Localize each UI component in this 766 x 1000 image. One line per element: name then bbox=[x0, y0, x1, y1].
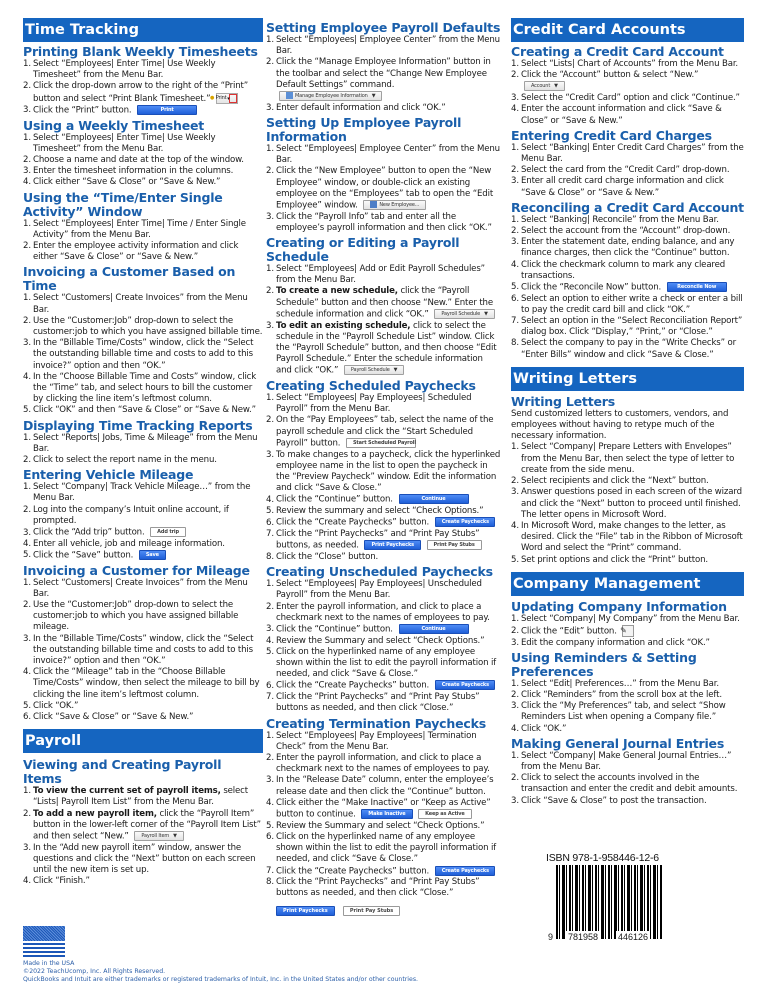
step: 3. To make changes to a paycheck, click the hyperlinked employee name in the list to open the paycheck in the “Preview Paycheck” window. Edit the information and click “Save & Close.” bbox=[266, 449, 501, 494]
step: 8. Click the “Close” button. bbox=[266, 551, 379, 562]
heading-termination-paychecks: Creating Termination Paychecks bbox=[266, 715, 486, 731]
heading-time-reports: Displaying Time Tracking Reports bbox=[23, 417, 253, 433]
chevron-down-icon: ▼ bbox=[484, 310, 488, 317]
step: 2. To add a new payroll item, click the “Payroll Item” button in the lower-left corner of the “Payroll Item List” and then select “New.” Payroll Item ▼ bbox=[23, 808, 261, 842]
print-paychecks-button[interactable]: Print Paychecks bbox=[364, 540, 420, 550]
print-buttons-row bbox=[266, 901, 501, 920]
heading-reconciling-credit-card: Reconciling a Credit Card Account bbox=[511, 199, 744, 215]
step: 4. Click “Finish.” bbox=[23, 876, 90, 887]
account-dropdown-button[interactable]: Account ▼ bbox=[524, 81, 565, 91]
new-employee-icon bbox=[370, 201, 377, 208]
isbn-label: ISBN 978-1-958446-12-6 bbox=[546, 852, 659, 864]
step: 5. Click “OK.” bbox=[23, 700, 79, 711]
printer-icon: ● bbox=[210, 94, 215, 101]
payroll-schedule-dropdown-button[interactable]: Payroll Schedule ▼ bbox=[344, 365, 404, 375]
step: 3. Select the “Credit Card” option and click “Continue.” bbox=[511, 93, 740, 104]
step: 1. Select “Employees| Pay Employees| Unscheduled Payroll” from the Menu Bar. bbox=[266, 579, 482, 601]
step: 3. Enter all credit card charge information and click “Save & Close” or “Save & New.” bbox=[511, 176, 724, 198]
step: 5. Click on the hyperlinked name of any employee shown within the list to edit the payroll information if needed, and click “Save & Close.” bbox=[266, 646, 497, 680]
create-paychecks-button[interactable]: Create Paychecks bbox=[435, 866, 495, 876]
step: 3. In the “Add new payroll item” window, answer the questions and click the “Next” button on each screen until the new item is set up. bbox=[23, 842, 256, 876]
step: 1. Select “Company| Track Vehicle Mileage…” from the Menu Bar. bbox=[23, 482, 251, 504]
steps-reminders-preferences bbox=[511, 679, 744, 735]
heading-invoicing-mileage: Invoicing a Customer for Mileage bbox=[23, 562, 250, 578]
step: 1. Select “Employees| Add or Edit Payroll Schedules” from the Menu Bar. bbox=[266, 264, 485, 286]
step: 5. Set print options and click the “Print” button. bbox=[511, 554, 708, 565]
heading-updating-company: Updating Company Information bbox=[511, 598, 727, 614]
step: 8. Select the company to pay in the “Write Checks” or “Enter Bills” window and click “Save & Close.” bbox=[511, 338, 736, 360]
heading-using-weekly-timesheet: Using a Weekly Timesheet bbox=[23, 117, 205, 133]
steps-printing-blank bbox=[23, 59, 263, 117]
step: 4. Click the “Mileage” tab in the “Choose Billable Time/Costs” window, then select the mileage to bill by clicking the line item’s leftmost column. bbox=[23, 667, 260, 700]
steps-writing-letters bbox=[511, 442, 744, 565]
step: 2. Log into the company’s Intuit online account, if prompted. bbox=[23, 504, 229, 526]
step: 3. Click the “Payroll Info” tab and enter all the employee’s payroll information and then click “OK.” bbox=[266, 211, 492, 233]
steps-creating-credit-card bbox=[511, 59, 744, 127]
section-header-writing-letters: Writing Letters bbox=[511, 367, 744, 391]
step: 1. Select “Employees| Enter Time| Use Weekly Timesheet” from the Menu Bar. bbox=[23, 59, 216, 81]
footer bbox=[23, 926, 583, 985]
steps-payroll-defaults bbox=[266, 35, 501, 114]
print-split-button[interactable]: ● Print▾ bbox=[216, 93, 238, 104]
step: 1. Select “Lists| Chart of Accounts” from the Menu Bar. bbox=[511, 59, 739, 69]
manage-employee-info-button[interactable]: Manage Employee Information ▼ bbox=[279, 91, 382, 101]
steps-using-weekly bbox=[23, 133, 263, 189]
step: 4. Enter all vehicle, job and mileage information. bbox=[23, 538, 225, 549]
step: 5. Click “OK” and then “Save & Close” or “Save & New.” bbox=[23, 405, 256, 416]
step: 1. Select “Employees| Enter Time| Use Weekly Timesheet” from the Menu Bar. bbox=[23, 132, 216, 154]
continue-button[interactable]: Continue bbox=[399, 624, 469, 634]
step: 6. Click “Save & Close” or “Save & New.” bbox=[23, 712, 194, 723]
step: 4. In the “Choose Billable Time and Costs” window, click the “Time” tab, and select hours to bill the customer by clicking the line item’s leftmost column. bbox=[23, 371, 257, 405]
step: 7. Click the “Print Paychecks” and “Print Pay Stubs” buttons as needed, and then click “Close.” bbox=[266, 692, 480, 714]
step: 1. Select “Banking| Reconcile” from the Menu Bar. bbox=[511, 214, 719, 225]
step: 3. Click the “Continue” button. Continue bbox=[266, 624, 501, 636]
step: 3. Click the “Add trip” button. Add trip bbox=[23, 527, 263, 539]
heading-unscheduled-paychecks: Creating Unscheduled Paychecks bbox=[266, 564, 493, 580]
barcode-digits-right: 446126 bbox=[618, 932, 649, 942]
step: 4. Click either “Save & Close” or “Save & New.” bbox=[23, 177, 221, 188]
chevron-down-icon: ▼ bbox=[173, 833, 177, 840]
step: 2. Click to select the accounts involved in the transaction and enter the credit and debit amounts. bbox=[511, 773, 738, 795]
step: 8. Click the “Print Paychecks” and “Print Pay Stubs” buttons as needed, and then click “Close.” bbox=[266, 877, 480, 899]
print-pay-stubs-button[interactable]: Print Pay Stubs bbox=[427, 540, 482, 550]
letters-intro: Send customized letters to customers, vendors, and employees without having to retype much of the necessary information. bbox=[511, 408, 729, 442]
make-inactive-button[interactable]: Make Inactive bbox=[361, 809, 412, 819]
step: 1. Select “Customers| Create Invoices” from the Menu Bar. bbox=[23, 577, 248, 599]
step: 3. In the “Billable Time/Costs” window, click the “Select the outstanding billable time and costs to add to this invoice?” option and then “OK.” bbox=[23, 633, 254, 667]
step: 6. Click the “Create Paychecks” button. Create Paychecks bbox=[266, 680, 501, 692]
heading-scheduled-paychecks: Creating Scheduled Paychecks bbox=[266, 378, 476, 394]
step: 2. Enter the employee activity information and click either “Save & Close” or “Save & New.” bbox=[23, 240, 239, 263]
step: 3. In the “Release Date” column, enter the employee’s release date and then click the “Continue” button. bbox=[266, 775, 494, 797]
step: 4. In Microsoft Word, make changes to the letter, as desired. Click the “File” tab in the Ribbon of Microsoft Word and select the “Print” command. bbox=[511, 520, 743, 554]
step: 1. Select “Employees| Employee Center” from the Menu Bar. bbox=[266, 35, 500, 57]
step: 7. Click the “Print Paychecks” and “Print Pay Stubs” buttons, as needed. Print Paychecks Print Pay Stubs bbox=[266, 529, 501, 552]
start-scheduled-payroll-button[interactable]: Start Scheduled Payroll bbox=[346, 438, 416, 448]
step: 2. Click the “New Employee” button to open the “New Employee” window, or double-click an existing employee on the “Employees” tab to open the “Edit Employee” window. New Employee... bbox=[266, 166, 494, 211]
step: 3. Answer questions posed in each screen of the wizard and click the “Next” button to proceed until finished. The letter opens in Microsoft Word. bbox=[511, 487, 742, 520]
edit-pencil-button[interactable] bbox=[622, 625, 634, 637]
step: 2. Click the drop-down arrow to the right of the “Print” button and select “Print Blank Timesheet.” ● Print▾ bbox=[23, 81, 249, 104]
step: 1. Select “Employees| Employee Center” from the Menu Bar. bbox=[266, 143, 500, 166]
usa-flag-icon bbox=[23, 926, 65, 958]
heading-payroll-items: Viewing and Creating Payroll Items bbox=[23, 757, 222, 787]
steps-invoicing-time bbox=[23, 293, 263, 416]
heading-setup-payroll-info: Setting Up Employee Payroll Information bbox=[266, 114, 462, 144]
payroll-item-dropdown-button[interactable]: Payroll Item ▼ bbox=[134, 831, 183, 841]
column-time-tracking-payroll bbox=[23, 18, 263, 888]
step: 2. Use the “Customer:Job” drop-down to select the customer:job to which you have assigned billable time. bbox=[23, 315, 263, 337]
heading-journal-entries: Making General Journal Entries bbox=[511, 735, 725, 751]
heading-invoicing-time: Invoicing a Customer Based on Time bbox=[23, 264, 236, 294]
step: 2. Select the card from the “Credit Card” drop-down. bbox=[511, 165, 730, 176]
heading-writing-letters: Writing Letters bbox=[511, 393, 615, 409]
steps-single-activity bbox=[23, 219, 263, 264]
step: 1. Select “Employees| Pay Employees| Termination Check” from the Menu Bar. bbox=[266, 730, 477, 752]
step: 1. Select “Company| My Company” from the Menu Bar. bbox=[511, 613, 740, 624]
step: 2. Click “Reminders” from the scroll box at the left. bbox=[511, 690, 722, 701]
new-employee-button[interactable]: New Employee... bbox=[363, 200, 426, 210]
chevron-down-icon: ▼ bbox=[554, 83, 558, 90]
step: 2. Click the “Edit” button. ✎ bbox=[511, 625, 744, 638]
step: 5. Review the summary and select “Check Options.” bbox=[266, 506, 484, 517]
step: 2. Select recipients and click the “Next” button. bbox=[511, 476, 709, 487]
step: 2. On the “Pay Employees” tab, select the name of the payroll schedule and click the “Start Scheduled Payroll” button. Start Scheduled Payroll bbox=[266, 415, 494, 449]
step: 5. Click the “Reconcile Now” button. Reconcile Now bbox=[511, 282, 744, 294]
step: 2. Click to select the report name in the menu. bbox=[23, 454, 217, 465]
print-button[interactable]: Print bbox=[137, 105, 197, 115]
step: 5. Click the “Save” button. Save bbox=[23, 550, 263, 562]
save-button[interactable]: Save bbox=[139, 550, 166, 560]
heading-single-activity: Using the “Time/Enter Single Activity” Window bbox=[23, 189, 223, 219]
step: 1. Select “Company| Make General Journal Entries…” from the Menu Bar. bbox=[511, 750, 732, 773]
step: 5. Review the Summary and select “Check Options.” bbox=[266, 820, 485, 831]
steps-journal-entries bbox=[511, 751, 744, 807]
copyright: ©2022 TeachUcomp, Inc. All Rights Reserved. bbox=[23, 968, 166, 976]
step: 6. Click the “Create Paychecks” button. Create Paychecks bbox=[266, 517, 501, 529]
step: 2. Choose a name and date at the top of the window. bbox=[23, 154, 244, 165]
add-trip-button[interactable]: Add trip bbox=[150, 527, 186, 537]
continue-button[interactable]: Continue bbox=[399, 494, 469, 504]
steps-setup-payroll-info bbox=[266, 144, 501, 234]
heading-payroll-schedule: Creating or Editing a Payroll Schedule bbox=[266, 235, 460, 265]
step: 3. Click the “My Preferences” tab, and select “Show Reminders List when opening a Company file.” bbox=[511, 701, 726, 723]
steps-credit-card-charges bbox=[511, 143, 744, 199]
step: 4. Click either the “Make Inactive” or “Keep as Active” button to continue. Make Inactive Keep as Active bbox=[266, 797, 491, 820]
section-header-time-tracking: Time Tracking bbox=[23, 18, 263, 42]
column-credit-letters-company bbox=[511, 18, 744, 807]
steps-time-reports bbox=[23, 433, 263, 467]
chevron-down-icon: ▼ bbox=[393, 367, 398, 374]
step: 3. Edit the company information and click “OK.” bbox=[511, 637, 710, 648]
step: 3. Enter default information and click “OK.” bbox=[266, 102, 446, 113]
barcode-digit-first: 9 bbox=[548, 932, 554, 942]
pencil-icon: ✎ bbox=[620, 625, 627, 635]
section-header-credit-card: Credit Card Accounts bbox=[511, 18, 744, 42]
heading-printing-blank-timesheets: Printing Blank Weekly Timesheets bbox=[23, 44, 258, 59]
steps-payroll-schedule bbox=[266, 264, 501, 377]
section-header-company-management: Company Management bbox=[511, 572, 744, 596]
step: 3. In the “Billable Time/Costs” window, click the “Select the outstanding billable time and costs to add to this invoice?” option and then “OK.” bbox=[23, 338, 254, 371]
steps-payroll-items bbox=[23, 786, 263, 887]
dropdown-arrow-icon[interactable]: ▾ bbox=[229, 94, 237, 103]
steps-termination-paychecks bbox=[266, 731, 501, 900]
step: 1. Select “Company| Prepare Letters with Envelopes” from the Menu Bar, then select the type of letter to create from the side menu. bbox=[511, 442, 735, 475]
step: 3. Enter the timesheet information in the columns. bbox=[23, 166, 234, 177]
create-paychecks-button[interactable]: Create Paychecks bbox=[435, 517, 495, 527]
steps-reconciling-credit-card bbox=[511, 215, 744, 361]
step: 6. Click on the hyperlinked name of any employee shown within the list to edit the payroll information if needed, and click “Save & Close.” bbox=[266, 831, 497, 865]
steps-updating-company bbox=[511, 614, 744, 649]
payroll-schedule-dropdown-button[interactable]: Payroll Schedule ▼ bbox=[434, 309, 494, 319]
step: 3. To edit an existing schedule, click to select the schedule in the “Payroll Schedule List” window. Click the “Payroll Schedule” button, and then choose “Edit Payroll Schedule.” Enter the schedule information and click “OK.” Payroll Schedule ▼ bbox=[266, 320, 497, 376]
steps-scheduled-paychecks bbox=[266, 393, 501, 563]
section-header-payroll: Payroll bbox=[23, 729, 263, 753]
step: 2. To create a new schedule, click the “Payroll Schedule” button and then choose “New.” Enter the schedule information and click “OK.” Payroll Schedule ▼ bbox=[266, 286, 493, 320]
step: 3. Enter the statement date, ending balance, and any finance charges, then click the “Continue” button. bbox=[511, 237, 735, 259]
heading-payroll-defaults: Setting Employee Payroll Defaults bbox=[266, 20, 501, 35]
step: 6. Select an option to either write a check or enter a bill to pay the credit card bill and click “OK.” bbox=[511, 293, 743, 315]
step: 3. Click the “Print” button. Print bbox=[23, 105, 263, 117]
keep-as-active-button[interactable]: Keep as Active bbox=[418, 809, 471, 819]
trademark-notice: QuickBooks and Intuit are either trademarks or registered trademarks of Intuit, Inc. in the United States and/or other countries. bbox=[23, 976, 419, 984]
step: 7. Click the “Create Paychecks” button. Create Paychecks bbox=[266, 866, 501, 878]
step: 3. Click “Save & Close” to post the transaction. bbox=[511, 795, 707, 806]
step: 1. Select “Employees| Pay Employees| Scheduled Payroll” from the Menu Bar. bbox=[266, 393, 472, 415]
made-in-usa: Made in the USA bbox=[23, 960, 75, 967]
step: 2. Click the “Account” button & select “New.” Account ▼ bbox=[511, 70, 699, 90]
step: 1. Select “Banking| Enter Credit Card Charges” from the Menu Bar. bbox=[511, 142, 744, 164]
step: 4. Enter the account information and click “Save & Close” or “Save & New.” bbox=[511, 104, 722, 126]
step: 2. Use the “Customer:Job” drop-down to select the customer:job to which you have assigned billable mileage. bbox=[23, 600, 239, 633]
print-paychecks-button[interactable]: Print Paychecks bbox=[276, 906, 335, 916]
step: 2. Click the “Manage Employee Information” button in the toolbar and select the “Change New Employee Default Settings” command. Manage Employee Information ▼ bbox=[266, 57, 491, 100]
print-pay-stubs-button[interactable]: Print Pay Stubs bbox=[343, 906, 400, 916]
step: 2. Enter the payroll information, and click to place a checkmark next to the names of employees to pay. bbox=[266, 601, 490, 623]
heading-reminders-preferences: Using Reminders & Setting Preferences bbox=[511, 649, 697, 679]
heading-credit-card-charges: Entering Credit Card Charges bbox=[511, 127, 712, 143]
create-paychecks-button[interactable]: Create Paychecks bbox=[435, 680, 495, 690]
step: 2. Enter the payroll information, and click to place a checkmark next to the names of employees to pay. bbox=[266, 752, 490, 775]
step: 4. Click the “Continue” button. Continue bbox=[266, 494, 501, 506]
steps-vehicle-mileage bbox=[23, 482, 263, 561]
step: 2. Select the account from the “Account” drop-down. bbox=[511, 225, 731, 236]
chevron-down-icon: ▼ bbox=[371, 93, 376, 100]
heading-creating-credit-card: Creating a Credit Card Account bbox=[511, 44, 724, 59]
step: 1. Select “Employees| Enter Time| Time / Enter Single Activity” from the Menu Bar. bbox=[23, 218, 246, 240]
step: 1. To view the current set of payroll items, select “Lists| Payroll Item List” from the Menu Bar. bbox=[23, 786, 248, 808]
heading-vehicle-mileage: Entering Vehicle Mileage bbox=[23, 467, 194, 483]
step: 4. Click “OK.” bbox=[511, 723, 567, 734]
barcode-digits-left: 781958 bbox=[568, 932, 599, 942]
step: 7. Select an option in the “Select Reconciliation Report” dialog box. Click “Display,” “Print,” or “Close.” bbox=[511, 316, 743, 338]
step: 1. Select “Edit| Preferences…” from the Menu Bar. bbox=[511, 678, 719, 689]
employee-info-icon bbox=[286, 92, 293, 99]
reconcile-now-button[interactable]: Reconcile Now bbox=[667, 282, 727, 292]
step: 4. Review the Summary and select “Check Options.” bbox=[266, 635, 485, 646]
step: 1. Select “Customers| Create Invoices” from the Menu Bar. bbox=[23, 293, 248, 315]
step: 1. Select “Reports| Jobs, Time & Mileage” from the Menu Bar. bbox=[23, 432, 258, 454]
step: 4. Click the checkmark column to mark any cleared transactions. bbox=[511, 259, 726, 281]
column-payroll-continued bbox=[266, 18, 501, 920]
steps-invoicing-mileage bbox=[23, 578, 263, 724]
steps-unscheduled-paychecks bbox=[266, 579, 501, 714]
